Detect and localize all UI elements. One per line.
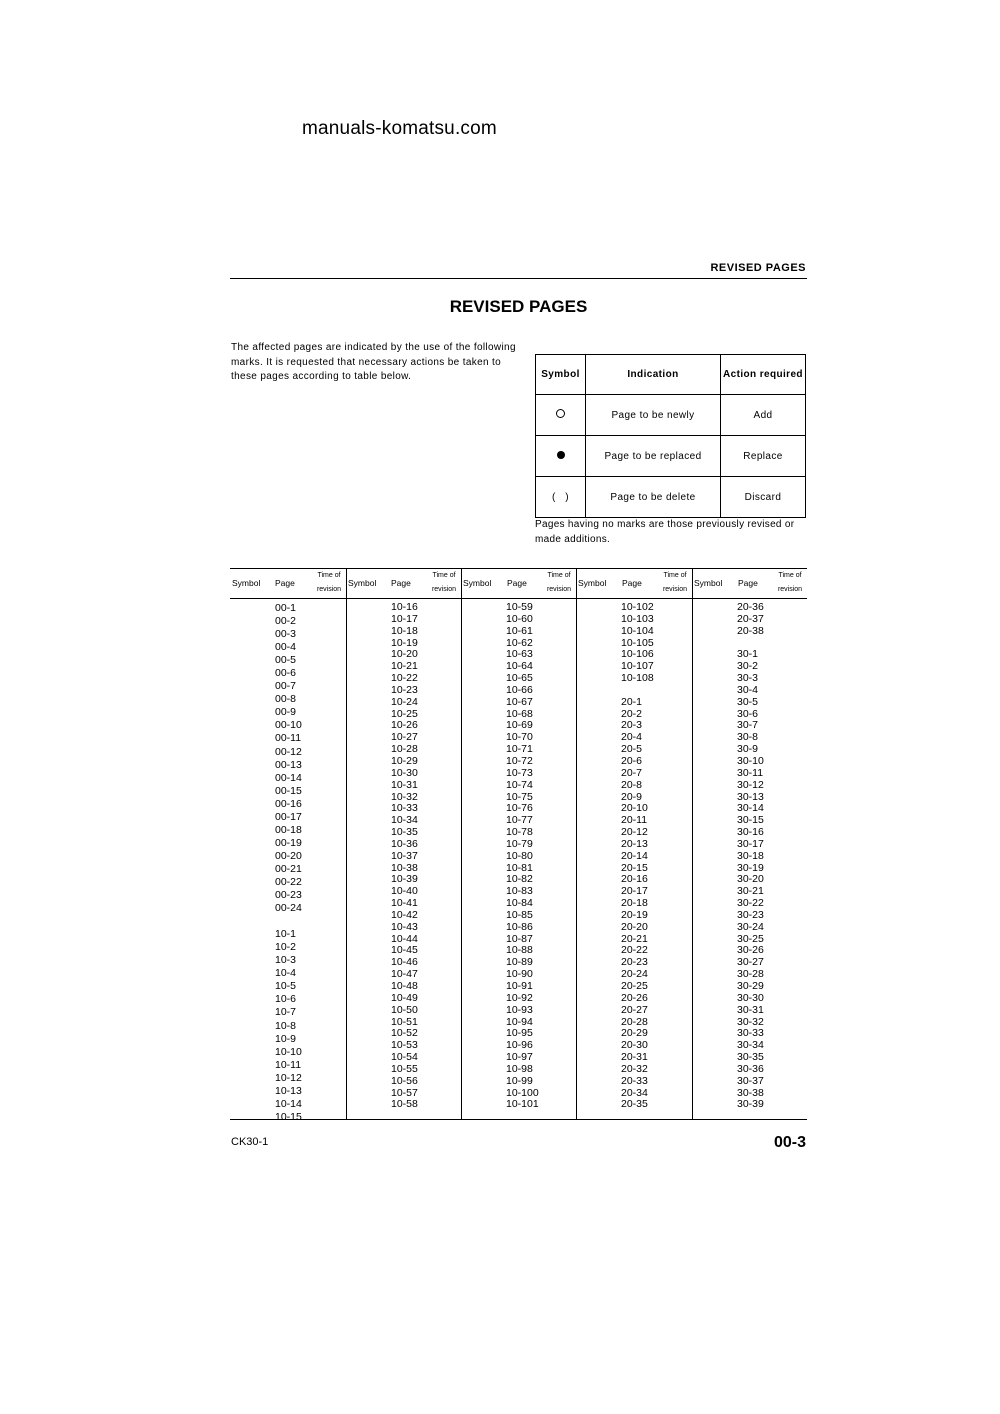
page-entry: 10-99: [506, 1074, 533, 1087]
page-entry: 10-4: [275, 967, 297, 980]
page-entry: 20-10: [621, 802, 648, 815]
page-entry: 10-24: [391, 695, 418, 708]
page-entry: 30-37: [737, 1074, 764, 1087]
page-entry: 10-83: [506, 885, 533, 898]
page-entry: 10-96: [506, 1039, 533, 1052]
page-entry: 10-21: [391, 660, 418, 673]
page-entry: 10-71: [506, 743, 533, 756]
page-entry: 00-11: [275, 732, 302, 745]
page-entry: 10-55: [391, 1062, 418, 1075]
page-title: REVISED PAGES: [449, 297, 588, 316]
page-entry: 10-33: [391, 802, 418, 815]
page-entry: 10-86: [506, 920, 533, 933]
legend-indication: Page to be newly: [586, 395, 721, 436]
page-entry: 10-84: [506, 897, 533, 910]
page-entry: 10-38: [391, 861, 418, 874]
col-header-page: Page: [507, 578, 527, 588]
page-entry: 30-34: [737, 1039, 764, 1052]
page-entry: 30-1: [737, 648, 759, 661]
page-entry: 10-52: [391, 1027, 418, 1040]
legend-header-action: Action required: [721, 355, 806, 395]
page-entry: 20-12: [621, 826, 648, 839]
page-entry: 00-14: [275, 771, 302, 784]
page-entry: 30-6: [737, 707, 759, 720]
page-entry: 10-31: [391, 778, 418, 791]
page-entry: 10-18: [391, 624, 418, 637]
page-entry: 10-95: [506, 1027, 533, 1040]
page-entry: 10-45: [391, 944, 418, 957]
legend-header-row: [536, 355, 806, 395]
column-divider: [576, 569, 577, 1119]
legend-row: [536, 477, 806, 518]
page-entry: 30-35: [737, 1051, 764, 1064]
page-entry: 10-85: [506, 908, 533, 921]
page-entry: 10-14: [275, 1097, 302, 1110]
page-entry: 10-37: [391, 849, 418, 862]
page-entry: 00-16: [275, 797, 302, 810]
page-entry: 10-69: [506, 719, 533, 732]
page-number: 00-3: [773, 1134, 806, 1151]
page-entry: 10-102: [621, 601, 654, 613]
col-header-time: Time of revision: [546, 572, 572, 593]
page-entry: 10-74: [506, 778, 533, 791]
page-entry: 10-70: [506, 731, 533, 744]
page-entry: 30-12: [737, 778, 764, 791]
page-entry: 20-29: [621, 1027, 648, 1040]
page-entry: 10-89: [506, 956, 533, 969]
page-entry: 10-16: [391, 601, 418, 613]
page-entry: 20-35: [621, 1098, 648, 1111]
page-entry: 10-32: [391, 790, 418, 803]
page-entry: 20-6: [621, 754, 643, 767]
page-entry: 30-9: [737, 743, 759, 756]
col-header-symbol: Symbol: [578, 578, 607, 588]
page-entry: 20-26: [621, 991, 648, 1004]
page-entry: 30-39: [737, 1098, 764, 1111]
page-entry: 20-1: [621, 695, 643, 708]
column-divider: [692, 569, 693, 1119]
page-entry: 30-13: [737, 790, 764, 803]
page-entry: 00-19: [275, 836, 302, 849]
page-entry: 10-93: [506, 1003, 533, 1016]
page-entry: 00-18: [275, 823, 302, 836]
page-entry: 20-9: [621, 790, 643, 803]
page-entry: 00-23: [275, 889, 302, 902]
col-header-symbol: Symbol: [694, 578, 723, 588]
page-entry: 30-26: [737, 944, 764, 957]
page-entry: 10-43: [391, 920, 418, 933]
page-entry: 10-48: [391, 980, 418, 992]
page-entry: 30-32: [737, 1015, 764, 1028]
legend-action: Add: [721, 395, 806, 436]
legend-action: Replace: [721, 436, 806, 477]
page-entry: 10-5: [275, 980, 297, 993]
page-entry: 10-107: [621, 660, 654, 673]
page-entry: 10-103: [621, 612, 654, 625]
page-entry: 10-41: [391, 897, 418, 910]
watermark-text: manuals-komatsu.com: [302, 118, 497, 139]
page-entry: 30-31: [737, 1003, 764, 1016]
page-entry: 30-7: [737, 719, 759, 732]
page-entry: 30-33: [737, 1027, 764, 1040]
page-entry: 20-34: [621, 1086, 648, 1099]
running-header: REVISED PAGES: [710, 262, 806, 274]
page-entry: 30-17: [737, 837, 764, 850]
filled-circle-icon: [557, 451, 565, 459]
page-entry: 10-30: [391, 766, 418, 779]
page-entry: 00-10: [275, 719, 302, 732]
page-entry: 10-46: [391, 956, 418, 969]
model-code: CK30-1: [231, 1136, 269, 1148]
page-entry: 00-24: [275, 902, 302, 915]
page-entry: 30-24: [737, 920, 764, 933]
page-entry: 10-56: [391, 1074, 418, 1087]
page-entry: 20-18: [621, 897, 648, 910]
page-entry: 10-78: [506, 826, 533, 839]
intro-paragraph: The affected pages are indicated by the use of the following marks. It is requested that necessary actions be taken to these pages according to table below.: [231, 342, 516, 383]
page-entry: 10-98: [506, 1062, 533, 1075]
page-entry: 20-21: [621, 932, 648, 945]
page-entry: 00-8: [275, 693, 297, 706]
page-entry: 10-51: [391, 1015, 418, 1028]
legend-row: [536, 395, 806, 436]
page-entry: 10-60: [506, 612, 533, 625]
page-entry: 30-19: [737, 861, 764, 874]
col-header-time: Time of revision: [777, 572, 803, 593]
page-entry: 00-9: [275, 706, 297, 719]
col-header-symbol: Symbol: [348, 578, 377, 588]
open-circle-icon: [556, 409, 565, 418]
page-entry: 10-40: [391, 885, 418, 898]
page-entry: 10-36: [391, 837, 418, 850]
page-column: [506, 602, 539, 1111]
page-entry: 30-15: [737, 814, 764, 827]
page-entry: 10-6: [275, 993, 297, 1006]
page-entry: 10-8: [275, 1019, 297, 1032]
page-entry: 20-33: [621, 1074, 648, 1087]
page-entry: 20-2: [621, 707, 643, 720]
legend-note: Pages having no marks are those previously revised or made additions.: [535, 519, 795, 545]
page-entry: 10-1: [275, 928, 297, 941]
page-entry: 10-108: [621, 672, 654, 685]
page-entry: [621, 685, 654, 697]
page-entry: 20-31: [621, 1051, 648, 1064]
page-entry: 10-62: [506, 636, 533, 649]
col-header-page: Page: [275, 578, 295, 588]
legend-action: Discard: [721, 477, 806, 518]
page-entry: 10-97: [506, 1051, 533, 1064]
page-entry: 10-66: [506, 683, 533, 696]
legend-indication: Page to be delete: [586, 477, 721, 518]
page-entry: 30-38: [737, 1086, 764, 1099]
page-entry: 10-101: [506, 1098, 539, 1111]
page-entry: 10-92: [506, 991, 533, 1004]
page-entry: 10-68: [506, 707, 533, 720]
page-entry: 10-47: [391, 968, 418, 981]
page-entry: 20-36: [737, 601, 764, 613]
page-entry: 10-87: [506, 932, 533, 945]
page-entry: 20-14: [621, 849, 648, 862]
page-entry: 10-65: [506, 672, 533, 685]
legend-symbol-cell: [536, 395, 586, 436]
page-entry: 20-7: [621, 766, 643, 779]
page-entry: 20-11: [621, 814, 648, 827]
col-header-page: Page: [738, 578, 758, 588]
page-entry: 10-67: [506, 695, 533, 708]
col-header-time: Time of revision: [316, 572, 342, 593]
page-entry: 30-28: [737, 968, 764, 981]
page-entry: 10-42: [391, 908, 418, 921]
page-entry: 30-16: [737, 826, 764, 839]
col-header-page: Page: [622, 578, 642, 588]
col-header-time: Time of revision: [431, 572, 457, 593]
col-header-time: Time of revision: [662, 572, 688, 593]
page-entry: 10-44: [391, 932, 418, 945]
page-entry: 30-20: [737, 873, 764, 886]
page-entry: 20-32: [621, 1062, 648, 1075]
page-entry: 10-63: [506, 648, 533, 661]
page-entry: 10-2: [275, 941, 297, 954]
table-header-rule: [230, 598, 807, 599]
page-entry: 20-8: [621, 778, 643, 791]
page-entry: 10-59: [506, 601, 533, 613]
page-entry: 30-10: [737, 754, 764, 767]
page-entry: 00-22: [275, 875, 302, 888]
page-entry: 20-19: [621, 908, 648, 921]
page-entry: 10-11: [275, 1058, 302, 1071]
page-entry: 20-30: [621, 1039, 648, 1052]
page-entry: 10-19: [391, 636, 418, 649]
page-entry: 10-91: [506, 980, 533, 992]
page-entry: 10-64: [506, 660, 533, 673]
page-entry: 00-6: [275, 667, 297, 680]
page-entry: 00-3: [275, 628, 297, 641]
page-entry: 10-53: [391, 1039, 418, 1052]
page-entry: 10-106: [621, 648, 654, 661]
page-entry: 10-22: [391, 672, 418, 685]
page-entry: 20-17: [621, 885, 648, 898]
legend-row: [536, 436, 806, 477]
page-entry: 10-49: [391, 991, 418, 1004]
header-rule: [230, 278, 807, 279]
page-entry: 10-17: [391, 612, 418, 625]
page-entry: 00-4: [275, 641, 297, 654]
page-entry: 30-5: [737, 695, 759, 708]
page-entry: 10-76: [506, 802, 533, 815]
page-entry: 20-22: [621, 944, 648, 957]
page-entry: 20-27: [621, 1003, 648, 1016]
column-divider: [346, 569, 347, 1119]
page-entry: 20-16: [621, 873, 648, 886]
page-entry: 10-54: [391, 1051, 418, 1064]
page-entry: 20-23: [621, 956, 648, 969]
page-entry: 30-30: [737, 991, 764, 1004]
page-entry: 10-10: [275, 1045, 302, 1058]
page-entry: 30-2: [737, 660, 759, 673]
page-entry: 00-12: [275, 745, 302, 758]
page-entry: 10-23: [391, 683, 418, 696]
page-entry: 10-90: [506, 968, 533, 981]
page-entry: 10-9: [275, 1032, 297, 1045]
page-entry: 10-105: [621, 636, 654, 649]
page-entry: 10-15: [275, 1110, 302, 1123]
page-entry: 30-36: [737, 1062, 764, 1075]
legend-table: [535, 354, 806, 518]
page-entry: 20-3: [621, 719, 643, 732]
page-entry: 20-24: [621, 968, 648, 981]
page-entry: 10-94: [506, 1015, 533, 1028]
page-entry: 20-4: [621, 731, 643, 744]
column-divider: [461, 569, 462, 1119]
page-entry: 30-4: [737, 683, 759, 696]
page-entry: 30-11: [737, 766, 764, 779]
col-header-symbol: Symbol: [463, 578, 492, 588]
page-entry: 10-88: [506, 944, 533, 957]
page-entry: 10-81: [506, 861, 533, 874]
page-entry: 20-38: [737, 624, 764, 637]
page-entry: 10-73: [506, 766, 533, 779]
page-entry: 10-29: [391, 754, 418, 767]
page-entry: 00-5: [275, 654, 297, 667]
page-entry: 10-13: [275, 1084, 302, 1097]
legend-symbol-cell: [536, 436, 586, 477]
legend-indication: Page to be replaced: [586, 436, 721, 477]
page-column: [391, 602, 418, 1111]
page-entry: 20-20: [621, 920, 648, 933]
page-entry: 20-28: [621, 1015, 648, 1028]
page-entry: 00-20: [275, 849, 302, 862]
page-entry: 10-77: [506, 814, 533, 827]
page-entry: 10-57: [391, 1086, 418, 1099]
page-entry: 00-7: [275, 680, 297, 693]
page-entry: 20-13: [621, 837, 648, 850]
page-entry: 10-12: [275, 1071, 302, 1084]
page-entry: [275, 915, 302, 928]
page-entry: 30-27: [737, 956, 764, 969]
page-entry: 30-14: [737, 802, 764, 815]
page-entry: 30-29: [737, 980, 764, 992]
page-entry: 00-17: [275, 810, 302, 823]
page-entry: 10-79: [506, 837, 533, 850]
page-entry: 30-23: [737, 908, 764, 921]
page-entry: 20-15: [621, 861, 648, 874]
page-entry: 20-37: [737, 612, 764, 625]
page-entry: 10-82: [506, 873, 533, 886]
page-entry: 10-28: [391, 743, 418, 756]
page-entry: 10-39: [391, 873, 418, 886]
legend-header-symbol: Symbol: [536, 355, 586, 395]
page-entry: 10-72: [506, 754, 533, 767]
page-entry: 10-3: [275, 954, 297, 967]
page-entry: 10-20: [391, 648, 418, 661]
page-entry: 10-61: [506, 624, 533, 637]
page-column: [275, 602, 302, 1124]
table-bottom-rule: [230, 1119, 807, 1120]
page-entry: 10-27: [391, 731, 418, 744]
page-column: [621, 602, 654, 1111]
page-entry: 10-25: [391, 707, 418, 720]
page-entry: 00-2: [275, 615, 297, 628]
page-entry: 30-8: [737, 731, 759, 744]
legend-header-indication: Indication: [586, 355, 721, 395]
page-entry: 30-25: [737, 932, 764, 945]
page-entry: 20-25: [621, 980, 648, 992]
page-entry: 00-1: [275, 602, 297, 614]
page-entry: 30-22: [737, 897, 764, 910]
page-entry: 00-15: [275, 784, 302, 797]
page-entry: 10-35: [391, 826, 418, 839]
col-header-page: Page: [391, 578, 411, 588]
page-entry: 20-5: [621, 743, 643, 756]
page-entry: 00-21: [275, 862, 302, 875]
page-entry: 30-21: [737, 885, 764, 898]
page-entry: 10-80: [506, 849, 533, 862]
page-entry: 10-100: [506, 1086, 539, 1099]
page-entry: 30-18: [737, 849, 764, 862]
page-entry: 10-7: [275, 1006, 297, 1019]
col-header-symbol: Symbol: [232, 578, 261, 588]
page-column: [737, 602, 764, 1111]
legend-symbol-parentheses: ( ): [536, 477, 586, 518]
page-entry: 10-75: [506, 790, 533, 803]
page-entry: 10-104: [621, 624, 654, 637]
page-entry: 10-34: [391, 814, 418, 827]
page-entry: 00-13: [275, 758, 302, 771]
page-entry: 30-3: [737, 672, 759, 685]
page-entry: 10-26: [391, 719, 418, 732]
page-entry: 10-50: [391, 1003, 418, 1016]
page-entry: 10-58: [391, 1098, 418, 1111]
